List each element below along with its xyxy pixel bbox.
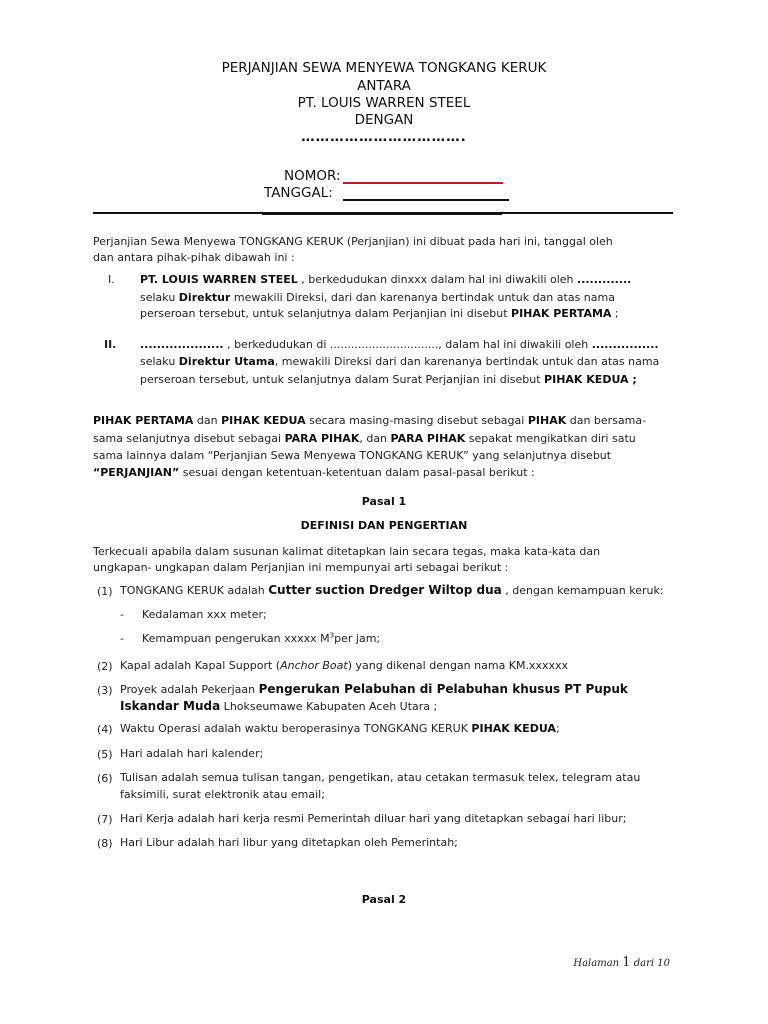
pasal-1-heading: Pasal 1	[361, 495, 407, 508]
nomor-underline	[343, 182, 503, 184]
para-pihak-line-1: PIHAK PERTAMA dan PIHAK KEDUA secara masing-masing disebut sebagai PIHAK dan bersama-	[93, 414, 647, 427]
item-number: (6)	[97, 772, 113, 785]
item-8-text: Hari Libur adalah hari libur yang ditetapkan oleh Pemerintah;	[120, 836, 458, 849]
party-2-line-3: perseroan tersebut, untuk selanjutnya dalam Surat Perjanjian ini disebut PIHAK KEDUA ;	[140, 373, 637, 386]
pasal-1-intro-line-1: Terkecuali apabila dalam susunan kalimat ditetapkan lain secara tegas, maka kata-kata dan	[93, 545, 601, 558]
item-number: (7)	[97, 813, 113, 826]
subitem-dash: -	[120, 608, 124, 621]
item-number: (8)	[97, 837, 113, 850]
nomor-label: NOMOR:	[284, 168, 341, 184]
pasal-1-intro-line-2: ungkapan- ungkapan dalam Perjanjian ini mempunyai arti sebagai berikut :	[93, 561, 509, 574]
party-2-line-2: selaku Direktur Utama, mewakili Direksi dari dan karenanya bertindak untuk dan atas nama	[140, 355, 660, 368]
subitem-dash: -	[120, 632, 124, 645]
item-3-text-line-2: Iskandar Muda Lhokseumawe Kabupaten Aceh Utara ;	[120, 699, 438, 713]
party-2-marker: II.	[104, 338, 117, 351]
party-1-line-3: perseroan tersebut, untuk selanjutnya dalam Perjanjian ini disebut PIHAK PERTAMA ;	[140, 307, 619, 320]
item-number: (5)	[97, 748, 113, 761]
intro-line-2: dan antara pihak-pihak dibawah ini :	[93, 251, 295, 264]
item-4-text: Waktu Operasi adalah waktu beroperasinya TONGKANG KERUK PIHAK KEDUA;	[120, 722, 560, 735]
title-line-2: ANTARA	[357, 78, 411, 94]
tanggal-label: TANGGAL:	[264, 185, 333, 201]
header-divider-accent	[262, 214, 502, 215]
subitem-2-text: Kemampuan pengerukan xxxxx $M^3per$ jam;	[142, 631, 381, 645]
item-6-text-line-2: faksimili, surat elektronik atau email;	[120, 788, 325, 801]
para-pihak-line-2: sama selanjutnya disebut sebagai PARA PIHAK, dan PARA PIHAK sepakat mengikatkan diri satu	[93, 432, 636, 445]
title-placeholder-dots: …………………………….	[301, 129, 467, 145]
pasal-1-subheading: DEFINISI DAN PENGERTIAN	[300, 519, 468, 532]
party-1-line-2: selaku Direktur mewakili Direksi, dari dan karenanya bertindak untuk dan atas nama	[140, 291, 615, 304]
para-pihak-line-4: “PERJANJIAN” sesuai dengan ketentuan-ketentuan dalam pasal-pasal berikut :	[93, 466, 535, 479]
item-number: (4)	[97, 723, 113, 736]
item-1-text: TONGKANG KERUK adalah Cutter suction Dredger Wiltop dua , dengan kemampuan keruk:	[120, 583, 664, 597]
item-6-text: Tulisan adalah semua tulisan tangan, pengetikan, atau cetakan termasuk telex, telegram atau	[120, 771, 641, 784]
item-number: (3)	[97, 684, 113, 697]
item-number: (1)	[97, 585, 113, 598]
item-3-text: Proyek adalah Pekerjaan Pengerukan Pelabuhan di Pelabuhan khusus PT Pupuk	[120, 682, 628, 696]
intro-line-1: Perjanjian Sewa Menyewa TONGKANG KERUK (Perjanjian) ini dibuat pada hari ini, tanggal oleh	[93, 235, 613, 248]
pasal-2-heading: Pasal 2	[361, 893, 407, 906]
party-1-line-1: PT. LOUIS WARREN STEEL , berkedudukan dinxxx dalam hal ini diwakili oleh .............	[140, 273, 632, 286]
item-7-text: Hari Kerja adalah hari kerja resmi Pemerintah diluar hari yang ditetapkan sebagai hari libur;	[120, 812, 627, 825]
title-line-4: DENGAN	[354, 112, 414, 128]
party-1-marker: I.	[108, 273, 115, 286]
item-number: (2)	[97, 660, 113, 673]
tanggal-underline	[343, 199, 509, 201]
page-footer: Halaman 1 dari 10	[573, 955, 670, 970]
para-pihak-line-3: sama lainnya dalam “Perjanjian Sewa Menyewa TONGKANG KERUK” yang selanjutnya disebut	[93, 449, 612, 462]
title-line-3: PT. LOUIS WARREN STEEL	[297, 95, 471, 111]
item-2-text: Kapal adalah Kapal Support (Anchor Boat) yang dikenal dengan nama KM.xxxxxx	[120, 659, 569, 672]
party-2-line-1: .................... , berkedudukan di ..............................., dalam hal ini diwakili oleh ................	[140, 338, 659, 351]
title-line-1: PERJANJIAN SEWA MENYEWA TONGKANG KERUK	[221, 60, 547, 76]
subitem-1-text: Kedalaman xxx meter;	[142, 608, 267, 621]
item-5-text: Hari adalah hari kalender;	[120, 747, 264, 760]
